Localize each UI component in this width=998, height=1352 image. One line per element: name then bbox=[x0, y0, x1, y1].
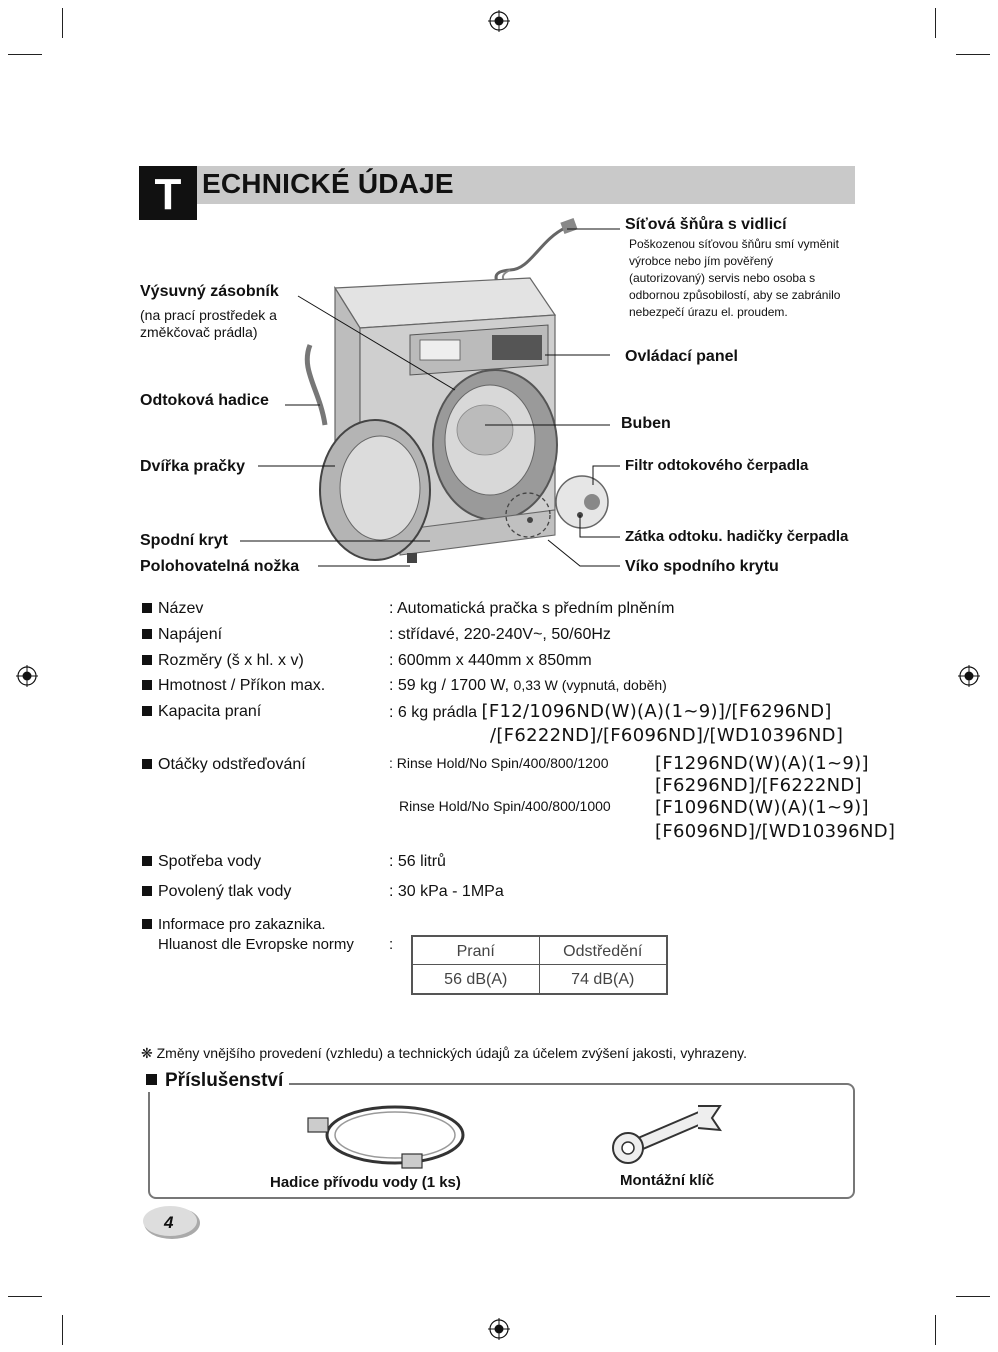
footnote-symbol: ❋ bbox=[141, 1045, 153, 1061]
spec-spin-label: Otáčky odstřeďování bbox=[142, 756, 306, 774]
spec-weight-label: Hmotnost / Příkon max. bbox=[142, 677, 325, 695]
spec-power-label: Napájení bbox=[142, 626, 222, 644]
noise-value-wash: 56 dB(A) bbox=[413, 965, 540, 993]
accessory-wrench: Montážní klíč bbox=[620, 1172, 715, 1189]
crop-mark bbox=[8, 1296, 42, 1297]
spec-weight-value bbox=[389, 677, 667, 695]
inlet-hose-icon bbox=[300, 1090, 480, 1175]
accessories-box bbox=[148, 1083, 855, 1199]
spec-name-label: Název bbox=[142, 600, 203, 618]
spec-noise-label-2: Hluanost dle Evropske normy bbox=[158, 936, 354, 953]
label-drain-plug: Zátka odtoku. hadičky čerpadla bbox=[625, 528, 849, 545]
spec-capacity-models-2: /[F6222ND]/[F6096ND]/[WD10396ND] bbox=[490, 725, 844, 746]
crop-mark bbox=[62, 1315, 63, 1345]
spec-water-label: Spotřeba vody bbox=[142, 853, 261, 871]
spec-spin-value-2: Rinse Hold/No Spin/400/800/1000 bbox=[399, 798, 611, 814]
spec-capacity-main: : 6 kg prádla bbox=[389, 704, 478, 721]
label-drain-hose: Odtoková hadice bbox=[140, 392, 269, 409]
spec-capacity-label: Kapacita praní bbox=[142, 703, 261, 721]
page-number: 4 bbox=[164, 1213, 174, 1232]
power-cord-note-4: odbornou způsobilostí, aby se zabránilo bbox=[629, 288, 841, 302]
spec-spin-value-1: : Rinse Hold/No Spin/400/800/1200 bbox=[389, 755, 609, 771]
spec-spin-models-1a: [F1296ND(W)(A)(1~9)] bbox=[655, 753, 869, 774]
spec-power-value: : střídavé, 220-240V~, 50/60Hz bbox=[389, 626, 611, 643]
wrench-icon bbox=[600, 1100, 730, 1165]
noise-value-spin: 74 dB(A) bbox=[571, 971, 635, 988]
spec-pressure-label: Povolený tlak vody bbox=[142, 883, 291, 901]
spec-pressure-value: : 30 kPa - 1MPa bbox=[389, 883, 504, 900]
label-lower-cover-lid: Víko spodního krytu bbox=[625, 558, 779, 575]
spec-dimensions-label: Rozměry (š x hl. x v) bbox=[142, 652, 304, 670]
noise-header-wash: Praní bbox=[413, 937, 540, 965]
spec-weight-main: : 59 kg / 1700 W, bbox=[389, 677, 510, 694]
crop-mark bbox=[956, 1296, 990, 1297]
spec-weight-standby: 0,33 W (vypnutá, doběh) bbox=[513, 677, 667, 693]
registration-mark-icon bbox=[488, 1318, 510, 1340]
spec-capacity-models-1: [F12/1096ND(W)(A)(1~9)]/[F6296ND] bbox=[481, 701, 832, 722]
drawer-note-2: změkčovač prádla) bbox=[140, 324, 258, 340]
spec-dimensions-value: : 600mm x 440mm x 850mm bbox=[389, 652, 592, 669]
spec-spin-models-2b: [F6096ND]/[WD10396ND] bbox=[655, 821, 896, 842]
label-bottom-cover: Spodní kryt bbox=[140, 532, 229, 549]
page-title: ECHNICKÉ ÚDAJE bbox=[202, 168, 454, 199]
label-adjustable-foot: Polohovatelná nožka bbox=[140, 558, 300, 575]
spec-capacity-value bbox=[389, 701, 832, 722]
noise-table bbox=[411, 935, 668, 995]
accessories-title: Příslušenství bbox=[146, 1070, 289, 1092]
power-cord-note-3: (autorizovaný) servis nebo osoba s bbox=[629, 271, 816, 285]
spec-noise-label-1: Informace pro zakaznika. bbox=[142, 916, 326, 933]
accessory-inlet-hose: Hadice přívodu vody (1 ks) bbox=[270, 1174, 461, 1191]
drawer-note-1: (na prací prostředek a bbox=[140, 307, 277, 323]
registration-mark-icon bbox=[958, 665, 980, 687]
spec-name-value: : Automatická pračka s předním plněním bbox=[389, 600, 675, 617]
spec-spin-models-2a: [F1096ND(W)(A)(1~9)] bbox=[655, 797, 869, 818]
label-power-cord: Síťová šňůra s vidlicí bbox=[625, 216, 787, 233]
spec-water-value: : 56 litrů bbox=[389, 853, 446, 870]
label-door: Dvířka pračky bbox=[140, 458, 245, 475]
footnote-text: Změny vnějšího provedení (vzhledu) a technických údajů za účelem zvýšení jakosti, vyhrazeny. bbox=[156, 1045, 747, 1061]
label-control-panel: Ovládací panel bbox=[625, 348, 738, 365]
label-pump-filter: Filtr odtokového čerpadla bbox=[625, 457, 809, 474]
title-initial: T bbox=[139, 166, 197, 220]
power-cord-note-5: nebezpečí úrazu el. proudem. bbox=[629, 305, 788, 319]
power-cord-note-2: výrobce nebo jím pověřený bbox=[629, 254, 774, 268]
footnote bbox=[141, 1045, 747, 1062]
spec-spin-models-1b: [F6296ND]/[F6222ND] bbox=[655, 775, 862, 796]
noise-header-spin: Odstředění bbox=[540, 937, 667, 965]
label-drum: Buben bbox=[621, 415, 671, 432]
spec-noise-colon: : bbox=[389, 936, 394, 953]
crop-mark bbox=[935, 1315, 936, 1345]
registration-mark-icon bbox=[16, 665, 38, 687]
label-drawer: Výsuvný zásobník bbox=[140, 283, 279, 300]
power-cord-note-1: Poškozenou síťovou šňůru smí vyměnit bbox=[629, 237, 839, 251]
